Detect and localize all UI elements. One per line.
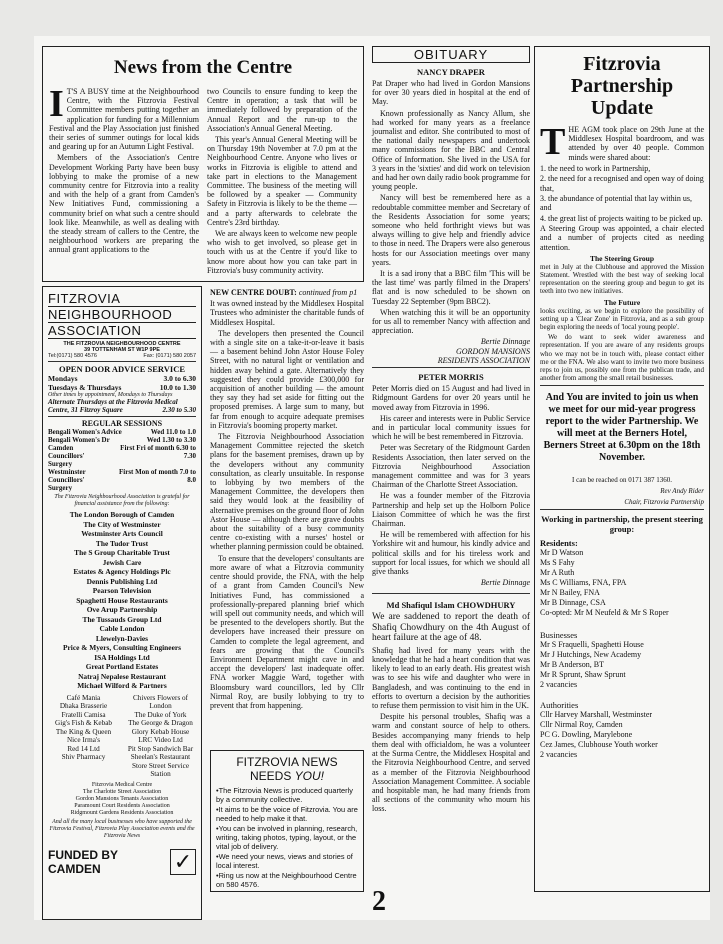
- steering-member: 2 vacancies: [540, 750, 578, 760]
- news-centre-title: News from the Centre: [113, 57, 293, 78]
- funder-item: The S Group Charitable Trust: [74, 548, 170, 557]
- news-centre-col1: I T'S A BUSY time at the Neighbourhood Centre, with the Fitzrovia Festival Committee members putting together an application for funding for a Millennium Festival and the Play Association just finished their series of summer outings for local kids and gearing up for an Autumn Light Festival. Members of the Association's Centre Development Working Party have been busy lobbying to make the promise of a new community centre for Fitzrovia into a reality and with the help of a grant from Camden's New Initiatives Fund, commissioning a community brief on what such a centre should look like. Meanwhile, as well as dealing with the steady stream of callers to the Centre, the neighbourhood workers are preparing the annual grant applications to the: [49, 83, 199, 255]
- funder-item: Michael Wilford & Partners: [77, 681, 167, 690]
- funder-item: The Tudor Trust: [95, 538, 149, 548]
- steering-member: Mr R Sprunt, Shaw Sprunt: [540, 670, 626, 680]
- needs-item: •It aims to be the voice of Fitzrovia. You are needed to help make it that.: [216, 805, 358, 823]
- obituary-column: OBITUARY NANCY DRAPER Pat Draper who had lived in Gordon Mansions for over 30 years died in hospital at the end of May. Known professionally as Nancy Allum, she had worked for many years as a freelance journalist and editor. She contributed to most of the national daily newspapers and undertook many commissions for the BBC and Central Office of Information. She lived in the USA for 3 years in the 'sixties' and did work on television and had her own daily radio book programme for young people. Nancy will best be remembered here as a redoubtable committee member and Secretary of the Residents Association for some years; someone who held forthright views but was always willing to give help and friendly advice to those in need. The Drapers were also generous hosts for our Association meetings over many years. It is a sad irony that a BBC film 'This will be the last time' was partly filmed in the Drapers' flat and is now scheduled to be shown on Tuesday 22 September (9pm BBC2). When watching this it will be an opportunity for us all to remember Nancy with affection and appreciation. Bertie Dinnage GORDON MANSIONS RESIDENTS ASSOCIATION PETER MORRIS Peter Morris died on 15 August and had lived in Ridgmount Gardens for over 20 years until he moved away from Fitzrovia in 1996. His career and interests were in Public Service and in particular local community issues for which he will be best remembered in Fitzrovia. Peter was Secretary of the Ridgmount Garden Residents Association, then later served on the Fitzrovia Neighbourhood Association management committee and was for 3 years Chairman of the Charlotte Street Association. He was a founder member of the Fitzrovia Partnership and help set up the Holborn Police Liaison Committee of which he was the first Chairman. He will be remembered with affection for his Yorkshire wit and humour, his kindly advice and political skills and for his tireless work and support for local issues, for which we should all give thanks Bertie Dinnage Md Shafiqul Islam CHOWDHURY We are saddened to report the death of Shafiq Chowdhury on the 4th August of heart failure at the age of 48. Shafiq had lived for many years with the knowledge that he had a heart condition that was likely to lead to an early death. His greatest wish was to see his wife and daughter who were in Bangladesh, and was continuing to the end in efforts to overturn a decision by the authorities to refuse them permission to visit him in the UK. Despite his personal troubles, Shafiq was a warm and constant source of help to others. Besides accompanying many friends to help them deal with officialdom, he was a volunteer at the Surma Centre, the Middlesex Hospital and the Fitzrovia Neighbourhood Centre, and served as a member of the Fitzrovia Neighbourhood Association Management Committee. A sociable and hospitable man, he had many friends from all sections of the community who mourn his loss.: [372, 47, 530, 814]
- funder-item: Great Portland Estates: [85, 662, 159, 671]
- funder-item: Pit Stop Sandwich Bar: [127, 744, 194, 753]
- steering-member: Mr B Dinnage, CSA: [540, 598, 606, 608]
- needs-item: •We need your news, views and stories of local interest.: [216, 852, 353, 870]
- funder-item: The Tussauds Group Ltd: [82, 614, 162, 624]
- obituary-para: When watching this it will be an opportunity for us all to remember Nancy with affection and appreciation.: [372, 307, 530, 336]
- needs-item: •The Fitzrovia News is produced quarterly by a community collective.: [216, 786, 353, 804]
- funded-by: FUNDED BY CAMDEN ✓: [48, 848, 196, 876]
- steering-member: Cllr Harvey Marshall, Westminster: [540, 710, 653, 720]
- news-centre-para: Members of the Association's Centre Development Working Party have been busy lobbying to make the promise of a new community centre for Fitzrovia into a reality and with the help of a grant from Camden's New Initiatives Fund, commissioning a community brief on what such a centre should look like. Meanwhile, as well as dealing with the steady stream of callers to the Centre, the neighbourhood workers are preparing the annual grant applications to the: [49, 153, 199, 255]
- needs-list: [216, 786, 358, 889]
- steering-member: Mr S Fraquelli, Spaghetti House: [540, 640, 644, 650]
- funder-item: Shiv Pharmacy: [61, 753, 106, 761]
- news-needs-you-box: FITZROVIA NEWS NEEDS YOU! •The Fitzrovia News is produced quarterly by a community collective. •It aims to be the voice of Fitzrovia. You are needed to help make it that. •You can be involved in planning, research, writing, taking photos, typing, layout, or the vital job of delivery. •We need your news, views and stories of local interest. •Ring us now at the Neighbourhood Centre on 580 4576.: [210, 750, 364, 892]
- funder-item: The Charlotte Street Association: [82, 788, 162, 795]
- news-centre-col2: [207, 87, 357, 277]
- funder-item: The City of Westminster: [83, 519, 161, 529]
- session-row: Bengali Women's Advice Wed 11.0 to 1.0: [48, 428, 196, 436]
- funder-item: Llewelyn-Davies: [95, 633, 149, 643]
- bullet-icon: •: [216, 805, 219, 814]
- funder-item: Café Mania: [66, 693, 101, 702]
- session-row: Bengali Women's Dr Wed 1.30 to 3.30: [48, 436, 196, 444]
- bullet-icon: •: [216, 824, 219, 833]
- advice-row: Mondays 3.0 to 6.30: [48, 374, 196, 383]
- funder-item: The George & Dragon: [128, 719, 193, 727]
- fna-box: FITZROVIA NEIGHBOURHOOD ASSOCIATION THE FITZROVIA NEIGHBOURHOOD CENTRE 39 TOTTENHAM ST W1P 9PE Tel:(0171) 580 4576 Fax: (0171) 580 2057 OPEN DOOR ADVICE SERVICE Mondays 3.0 to 6.30 Tuesdays & Thursdays 10.0 to 1.30 Other times by appointment, Mondays to Thursdays Alternate Thursdays at the Fitzrovia Medical Centre, 31 Fitzroy Square 2.30 to 5.30 REGULAR SESSIONS Bengali Women's Advice Wed 11.0 to 1.0 Bengali Women's Dr Wed 1.30 to 3.30 Camden Councillors' Surgery First Fri of month 6.30 to 7.30 Westminster Councillors' Surgery First Mon of month 7.0 to 8.0 The Fitzrovia Neighbourhood Association is grateful for financial assistance from the following: The London Borough of Camden The City of Westminster Westminster Arts Council The Tudor Trust The S Group Charitable Trust Jewish Care Estates & Agency Holdings Plc Dennis Publishing Ltd Pearson Television Spaghetti House Restaurants Ove Arup Partnership The Tussauds Group Ltd Cable London Llewelyn-Davies Price & Myers, Consulting Engineers ISA Holdings Ltd Great Portland Estates Natraj Nepalese Restaurant Michael Wilford & Partners Café Mania Dhaka Brasserie Fratelli Camisa Gig's Fish & Kebab The King & Queen Nice Irma's Red 14 Ltd Shiv Pharmacy Chivers Flowers of London The Duke of York The George & Dragon Glory Kebab House LRC Video Ltd Pit Stop Sandwich Bar Sheelan's Restaurant Store Street Service Station Fitzrovia Medical Centre The Charlotte Street Association Gordon Mansions Tenants Association Paramount Court Residents Association Ridgmount Gardens Residents Association And all the many local businesses who have supported the Fitzrovia Festival, Fitzrovia Play Association events and the Fitzrovia News FUNDED BY CAMDEN ✓: [42, 286, 202, 920]
- funder-item: ISA Holdings Ltd: [94, 652, 150, 662]
- news-centre-para: T'S A BUSY time at the Neighbourhood Centre, with the Fitzrovia Festival Committee members putting together an application for funding for a Millennium Festival and the Play Association just finished their series of summer outings for local kids and gearing up for an Autumn Light Festival.: [49, 87, 199, 152]
- funder-item: Red 14 Ltd: [67, 744, 100, 753]
- funder-item: Spaghetti House Restaurants: [76, 595, 168, 605]
- funder-item: Estates & Agency Holdings Plc: [73, 567, 171, 576]
- obituary-para: Pat Draper who had lived in Gordon Mansions for over 30 years died in hospital at the end of May.: [372, 79, 530, 107]
- obituary-para: Peter Morris died on 15 August and had lived in Ridgmount Gardens for over 20 years until he moved away from Fitzrovia in 1996.: [372, 384, 530, 412]
- needs-item: •Ring us now at the Neighbourhood Centre on 580 4576.: [216, 871, 357, 889]
- steering-member: Cez James, Clubhouse Youth worker: [540, 740, 658, 750]
- funder-item: Sheelan's Restaurant: [130, 753, 191, 761]
- funder-item: Dhaka Brasserie: [59, 702, 108, 710]
- steering-member: PC G. Dowling, Marylebone: [540, 730, 633, 740]
- obituary-para: Known professionally as Nancy Allum, she had worked for many years as a freelance journalist and editor. She contributed to most of the national daily newspapers and undertook many commissions for the BBC and Central Office of Information. She lived in the USA for 3 years in the 'sixties' and did work on television and had her own daily radio book programme for young people.: [372, 108, 530, 192]
- news-centre-para: This year's Annual General Meeting will be on Thursday 19th November at 7.0 pm at the Neighbourhood Centre. Anyone who lives or works in Fitzrovia is eligible to attend and take part in elections to the Management Committee. The business of the meeting will be followed by a speaker — Community Safety in Fitzrovia is likely to be the theme — and a party afterwards to celebrate the Centre's 23rd birthday.: [207, 135, 357, 227]
- obituary-para: Nancy will best be remembered here as a redoubtable committee member and Secretary of the Residents Association for some years; someone who held forthright views but was always willing to give help and friendly advice to those in need. The Drapers were also generous hosts for our Association meetings over many years.: [372, 193, 530, 267]
- funder-item: The King & Queen: [55, 727, 112, 736]
- funder-item: Dennis Publishing Ltd: [86, 576, 158, 586]
- bullet-icon: •: [216, 852, 219, 861]
- steering-member: Mr D Watson: [540, 548, 584, 558]
- obituary-para: Despite his personal troubles, Shafiq was a warm and constant source of help to others. Besides accompanying many friends to help them deal with officialdom, he was a volunteer at the Surma Centre, the Middlesex Hospital and the Fitzrovia Neighbourhood Centre, and served as a member of the Fitzrovia Neighbourhood Association Management Committee. A sociable and hospitable man, he had many friends from all sections of the community who mourn his loss.: [372, 712, 530, 814]
- steering-member: Ms S Fahy: [540, 558, 575, 568]
- steering-member: Cllr Nirmal Roy, Camden: [540, 720, 623, 730]
- obituary-para: Peter was Secretary of the Ridgmount Garden Residents Association, then later served on the Fitzrovia Neighbourhood Association management committee and was for 3 years Chairman of the Charlotte Street Association.: [372, 443, 530, 490]
- steering-member: 2 vacancies: [540, 680, 578, 690]
- funder-item: The Duke of York: [134, 710, 187, 719]
- funder-item: Natraj Nepalese Restaurant: [78, 671, 166, 681]
- funder-item: Cable London: [99, 624, 145, 633]
- bullet-icon: •: [216, 786, 219, 795]
- funder-item: Gig's Fish & Kebab: [55, 719, 112, 727]
- obituary-para: His career and interests were in Public Service and in particular local community issues for which he will be best remembered in Fitzrovia.: [372, 413, 530, 442]
- partnership-box: Fitzrovia Partnership Update THE AGM took place on 29th June at the Middlesex Hospital boardroom, and was attended by over 40 people. Common minds were shared about: 1. the need to work in Partnership, 2. the need for a recognised and open way of doing that, 3. the abundance of potential that lay within us, and 4. the great list of projects waiting to be picked up. A Steering Group was appointed, a chair elected and a number of projects cited as needing attention. The Steering Group met in July at the Clubhouse and approved the Mission Statement. Wrestled with the best way of seeking local representation on the steering group and begun to get its teeth into two new initiatives. The Future looks exciting, as we begin to explore the possibility of setting up a 'Clear Zone' in Fitzrovia, and as a sub group begin exploring the needs of 'local young people'. We do want to seek wider awareness and representation. If you are aware of any residents groups who we may not be in touch with, please contact either me or the FNA. We also want to invite two more business reps to join us, possibly one from the publican trade, and another from among the small retail businesses. And You are invited to join us when we meet for our mid-year progress report to the wider Partnership. We will meet at the Berners Hotel, Berners Street at 6.30pm on the 18th November. I can be reached on 0171 387 1360. Rev Andy Rider Chair, Fitzrovia Partnership Working in partnership, the present steering group: Residents: Mr D Watson Ms S Fahy Mr A Ruth Ms C Williams, FNA, FPA Mr N Bailey, FNA Mr B Dinnage, CSA Co-opted: Mr M Neufeld & Mr S Roper Businesses Mr S Fraquelli, Spaghetti House Mr J Hutchings, New Academy Mr B Anderson, BT Mr R Sprunt, Shaw Sprunt 2 vacancies Authorities Cllr Harvey Marshall, Westminster Cllr Nirmal Roy, Camden PC G. Dowling, Marylebone Cez James, Clubhouse Youth worker 2 vacancies: [534, 46, 710, 892]
- funder-item: Nice Irma's: [66, 736, 101, 744]
- funder-item: Paramount Court Residents Association: [74, 802, 170, 809]
- funders-list: [48, 510, 196, 691]
- funder-item: Ridgmount Gardens Residents Association: [70, 809, 174, 816]
- steering-member: Mr N Bailey, FNA: [540, 588, 600, 598]
- needs-item: •You can be involved in planning, research, writing, taking photos, typing, layout, or the vital job of delivery.: [216, 824, 358, 851]
- funder-item: Jewish Care: [102, 557, 142, 567]
- obituary-para: He will be remembered with affection for his Yorkshire wit and humour, his kindly advice and political skills and for his tireless work and support for local issues, for which we should all give thanks: [372, 530, 530, 576]
- camden-check-logo-icon: ✓: [170, 849, 196, 875]
- funder-item: LRC Video Ltd: [138, 736, 183, 744]
- steering-member: Ms C Williams, FNA, FPA: [540, 578, 627, 588]
- funder-item: Price & Myers, Consulting Engineers: [62, 643, 182, 652]
- steering-member: Mr A Ruth: [540, 568, 575, 578]
- obituary-para: It is a sad irony that a BBC film 'This will be the last time' was partly filmed in the Drapers' flat and is now scheduled to be shown on Tuesday 22 September (9pm BBC2).: [372, 269, 530, 306]
- bullet-icon: •: [216, 871, 219, 880]
- funders-two-col: [48, 694, 196, 779]
- funder-item: Chivers Flowers of London: [132, 693, 189, 710]
- agm-point: 2. the need for a recognised and open way of doing that,: [540, 174, 704, 193]
- news-centre-para: two Councils to ensure funding to keep the Centre in operation; a task that will be immediately followed by preparation of the Annual Report and the run-up to the Association's Annual General Meeting.: [207, 87, 357, 133]
- steering-member: Co-opted: Mr M Neufeld & Mr S Roper: [540, 608, 669, 618]
- funder-item: Fitzrovia Medical Centre: [91, 781, 153, 788]
- obituary-para: He was a founder member of the Fitzrovia Partnership and help set up the Holborn Police Liaison Committee of which he was the first Chairman.: [372, 491, 530, 528]
- funder-item: Westminster Arts Council: [81, 529, 163, 538]
- fna-name: FITZROVIA NEIGHBOURHOOD ASSOCIATION: [48, 291, 196, 339]
- funder-item: The London Borough of Camden: [69, 510, 175, 519]
- steering-member: Mr B Anderson, BT: [540, 660, 604, 670]
- centre-doubt-article: NEW CENTRE DOUBT: continued from p1 It was owned instead by the Middlesex Hospital Trustees who administer the charitable funds of Middlesex Hospital. The developers then presented the Council with a single site on a take-it-or-leave it basis — a basement behind John Astor House Foley Street, with no natural light or ventilation and hidden away behind a gate. Alternatively they suggested they could provide £300,000 for acquisition of another building — the amount they say they had set aside for fitting out the proposed premises. A large sum to many, but far from enough to acquire adequate premises in Fitzrovia's booming property market. The Fitzrovia Neighbourhood Association Management Committee rejected the sketch plans for the basement premises, drawn up by the developers without any community consultation, as clearly unsuitable. In response to lobbying by two members of the Management Committee, the developers then said they would look at the feasibility of alternative premises on the ground floor of John Astor House — although there are grave doubts about the suitability of a busy community centre co-existing with a nurses' hostel or whether planning permission could be obtained. To ensure that the developers' consultants are more aware of what a Fitzrovia community centre should provide, the FNA, with the help of a grant from Camden Council's New Initiatives Fund, has commissioned a professionally-prepared planning brief which will spell out community needs, and which will be presented to the developers shortly. But the developers have increased their pressure on Camden to complete the legal agreement, and fears are growing that the Council's Environment Department might cave in and accept the developers' last inadequate offer. FNA worker Maggie Ward, together with Bloomsbury ward councillors, led by Cllr Nirmal Roy, are busily lobbying to try to prevent that from happening.: [210, 288, 364, 710]
- funder-item: Store Street Service Station: [131, 761, 190, 778]
- funder-item: Gordon Mansions Tenants Association: [75, 795, 169, 802]
- agm-point: 1. the need to work in Partnership,: [540, 163, 651, 173]
- newspaper-page: [34, 36, 710, 920]
- session-row: Camden Councillors' Surgery First Fri of month 6.30 to 7.30: [48, 444, 196, 468]
- partnership-title: Fitzrovia Partnership Update: [570, 53, 674, 119]
- advice-row: Tuesdays & Thursdays 10.0 to 1.30: [48, 383, 196, 392]
- news-from-centre-box: [42, 46, 364, 282]
- news-centre-para: We are always keen to welcome new people who wish to get involved, so please get in touch with us at the Centre if you'd like to know more about how you can take part in Fitzrovia's busy community activity.: [207, 229, 357, 275]
- obituary-para: Shafiq had lived for many years with the knowledge that he had a heart condition that was likely to lead to an early death. His greatest wish was to see his wife and daughter who were in Bangladesh, and was continuing to the end in efforts to overturn a decision by the authorities to refuse them permission to visit him in the UK.: [372, 645, 530, 711]
- funder-item: Pearson Television: [92, 586, 152, 595]
- funder-item: Glory Kebab House: [131, 727, 190, 736]
- agm-point: 3. the abundance of potential that lay within us, and: [540, 194, 692, 213]
- agm-point: 4. the great list of projects waiting to be picked up.: [540, 213, 703, 223]
- steering-member: Mr J Hutchings, New Academy: [540, 650, 642, 660]
- funder-item: Fratelli Camisa: [61, 710, 106, 719]
- funder-item: Ove Arup Partnership: [86, 605, 158, 614]
- page-number: 2: [372, 886, 386, 917]
- session-row: Westminster Councillors' Surgery First Mon of month 7.0 to 8.0: [48, 468, 196, 492]
